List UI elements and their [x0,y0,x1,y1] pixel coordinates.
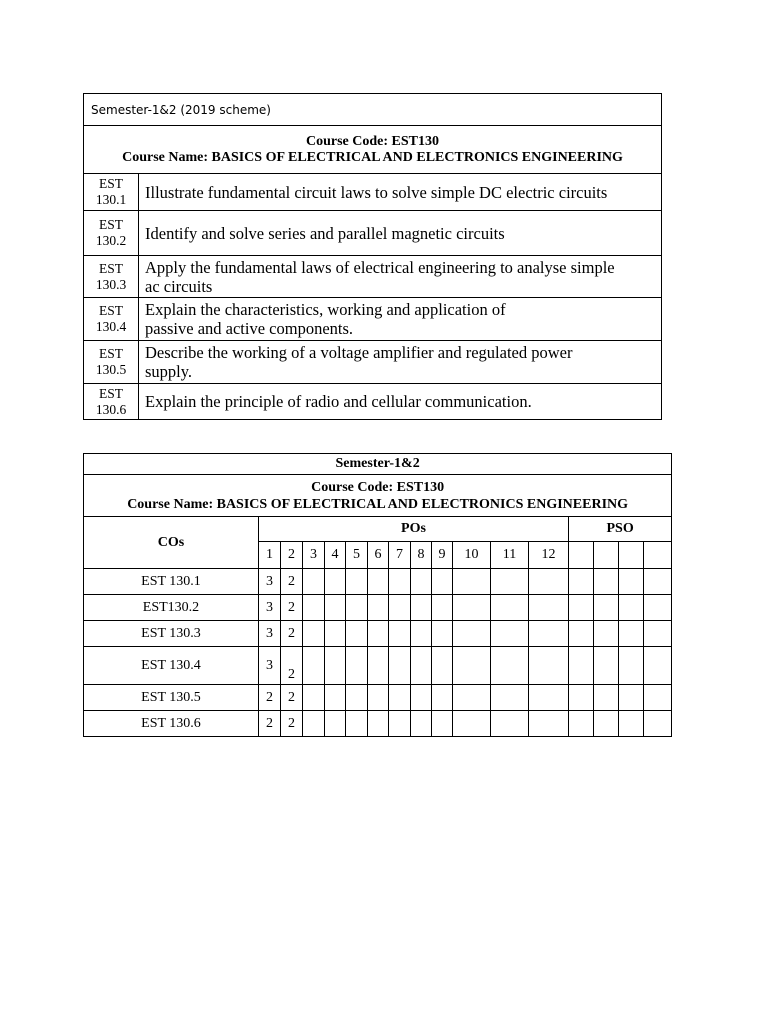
empty-cell [432,711,453,737]
empty-cell [491,647,529,685]
table-row [84,174,662,211]
empty-cell [529,621,569,647]
table-row [84,711,672,737]
empty-cell [644,569,672,595]
co-code-line: 130.3 [95,276,127,292]
empty-cell [303,569,325,595]
empty-cell [491,621,529,647]
cos-header: COs [84,517,259,569]
po-value: 2 [259,685,281,711]
co-code-line: 130.1 [95,192,127,207]
empty-cell [619,647,644,685]
semester-label: Semester-1&2 [84,454,672,475]
empty-cell [569,685,594,711]
empty-cell [325,595,346,621]
empty-cell [303,647,325,685]
po-value: 3 [259,647,281,685]
co-description-line: ac circuits [145,276,213,296]
empty-cell [325,711,346,737]
empty-cell [346,685,368,711]
empty-cell [594,711,619,737]
co-code-line: 130.5 [95,362,127,377]
empty-cell [619,685,644,711]
empty-cell [529,711,569,737]
po-number: 11 [491,542,529,569]
po-number: 9 [432,542,453,569]
po-number: 1 [259,542,281,569]
po-value: 2 [281,595,303,621]
po-value: 2 [281,621,303,647]
co-label: EST 130.5 [84,685,259,711]
empty-cell [368,685,389,711]
empty-cell [303,595,325,621]
empty-cell [303,685,325,711]
pso-cell [644,542,672,569]
po-number: 6 [368,542,389,569]
table-row [84,256,662,298]
empty-cell [346,647,368,685]
co-description: Explain the principle of radio and cellular communication. [139,384,662,420]
course-code: Course Code: EST130 [311,479,445,495]
empty-cell [389,595,411,621]
co-description: Identify and solve series and parallel magnetic circuits [139,211,662,256]
empty-cell [569,569,594,595]
po-value: 2 [259,711,281,737]
co-description-line: supply. [145,362,193,381]
empty-cell [346,621,368,647]
empty-cell [491,595,529,621]
co-code-line: EST [98,217,123,232]
po-value: 2 [281,569,303,595]
co-code [84,211,139,256]
po-value: 3 [259,621,281,647]
co-code-line: EST [98,176,123,191]
empty-cell [644,685,672,711]
empty-cell [529,569,569,595]
table-row [84,298,662,341]
po-number: 10 [453,542,491,569]
empty-cell [389,569,411,595]
course-code: Course Code: EST130 [305,133,439,149]
empty-cell [368,621,389,647]
pso-cell [569,542,594,569]
empty-cell [325,621,346,647]
empty-cell [432,569,453,595]
co-code [84,174,139,211]
empty-cell [453,711,491,737]
empty-cell [644,647,672,685]
course-name: Course Name: BASICS OF ELECTRICAL AND ELECTRONICS ENGINEERING [122,149,623,165]
table-row [84,621,672,647]
empty-cell [389,685,411,711]
co-code [84,384,139,420]
empty-cell [411,595,432,621]
co-label: EST 130.6 [84,711,259,737]
empty-cell [411,647,432,685]
po-number: 4 [325,542,346,569]
po-value: 2 [281,685,303,711]
po-number: 7 [389,542,411,569]
po-number: 2 [281,542,303,569]
co-code [84,298,139,341]
empty-cell [346,595,368,621]
empty-cell [368,569,389,595]
empty-cell [389,711,411,737]
pso-header: PSO [569,517,672,542]
empty-cell [529,647,569,685]
empty-cell [346,569,368,595]
co-po-mapping-table [83,453,672,737]
po-number: 8 [411,542,432,569]
co-description [139,256,662,298]
po-value: 3 [259,595,281,621]
po-value: 3 [259,569,281,595]
course-name: Course Name: BASICS OF ELECTRICAL AND ELECTRONICS ENGINEERING [127,496,629,512]
co-description [139,298,662,341]
empty-cell [619,569,644,595]
co-code-line: 130.2 [95,233,127,248]
po-number: 3 [303,542,325,569]
empty-cell [453,685,491,711]
po-number: 12 [529,542,569,569]
empty-cell [432,621,453,647]
po-number: 5 [346,542,368,569]
empty-cell [594,595,619,621]
empty-cell [644,711,672,737]
empty-cell [325,685,346,711]
empty-cell [491,711,529,737]
empty-cell [569,621,594,647]
empty-cell [368,647,389,685]
co-code-line: EST [98,303,123,318]
empty-cell [411,569,432,595]
empty-cell [594,685,619,711]
empty-cell [491,569,529,595]
co-description-line: passive and active components. [145,319,354,338]
co-code-line: EST [98,385,123,401]
empty-cell [644,621,672,647]
table-row [84,341,662,384]
table-row [84,647,672,685]
empty-cell [411,711,432,737]
empty-cell [303,711,325,737]
empty-cell [594,569,619,595]
empty-cell [411,621,432,647]
empty-cell [303,621,325,647]
table-row [84,595,672,621]
co-label: EST 130.4 [84,647,259,685]
course-header [84,475,672,517]
course-outcomes-table [83,93,662,420]
course-header [84,126,662,174]
empty-cell [529,595,569,621]
table-row [84,685,672,711]
empty-cell [644,595,672,621]
empty-cell [432,685,453,711]
co-label: EST 130.3 [84,621,259,647]
empty-cell [619,711,644,737]
co-code-line: EST [98,260,123,276]
empty-cell [411,685,432,711]
empty-cell [594,621,619,647]
co-code-line: 130.4 [95,319,127,334]
co-code-line: 130.6 [95,401,127,417]
co-label: EST130.2 [84,595,259,621]
empty-cell [594,647,619,685]
empty-cell [346,711,368,737]
empty-cell [491,685,529,711]
semester-label: Semester-1&2 (2019 scheme) [84,94,662,126]
empty-cell [569,647,594,685]
empty-cell [368,711,389,737]
po-value: 2 [281,711,303,737]
empty-cell [529,685,569,711]
empty-cell [432,595,453,621]
empty-cell [325,569,346,595]
pso-cell [619,542,644,569]
co-description-line: Describe the working of a voltage amplifier and regulated power [145,343,573,362]
empty-cell [389,647,411,685]
co-code-line: EST [98,346,123,361]
empty-cell [389,621,411,647]
co-description-line: Explain the characteristics, working and application of [145,300,506,319]
co-description [139,341,662,384]
co-label: EST 130.1 [84,569,259,595]
empty-cell [569,711,594,737]
co-description: Illustrate fundamental circuit laws to solve simple DC electric circuits [139,174,662,211]
empty-cell [453,647,491,685]
empty-cell [453,621,491,647]
empty-cell [432,647,453,685]
empty-cell [569,595,594,621]
empty-cell [453,595,491,621]
co-code [84,341,139,384]
po-value: 2 [281,647,303,685]
co-description-line: Apply the fundamental laws of electrical engineering to analyse simple [145,257,615,277]
pos-header: POs [259,517,569,542]
empty-cell [619,595,644,621]
empty-cell [453,569,491,595]
pso-cell [594,542,619,569]
empty-cell [368,595,389,621]
co-code [84,256,139,298]
table-row [84,211,662,256]
table-row [84,384,662,420]
empty-cell [325,647,346,685]
empty-cell [619,621,644,647]
table-row [84,569,672,595]
